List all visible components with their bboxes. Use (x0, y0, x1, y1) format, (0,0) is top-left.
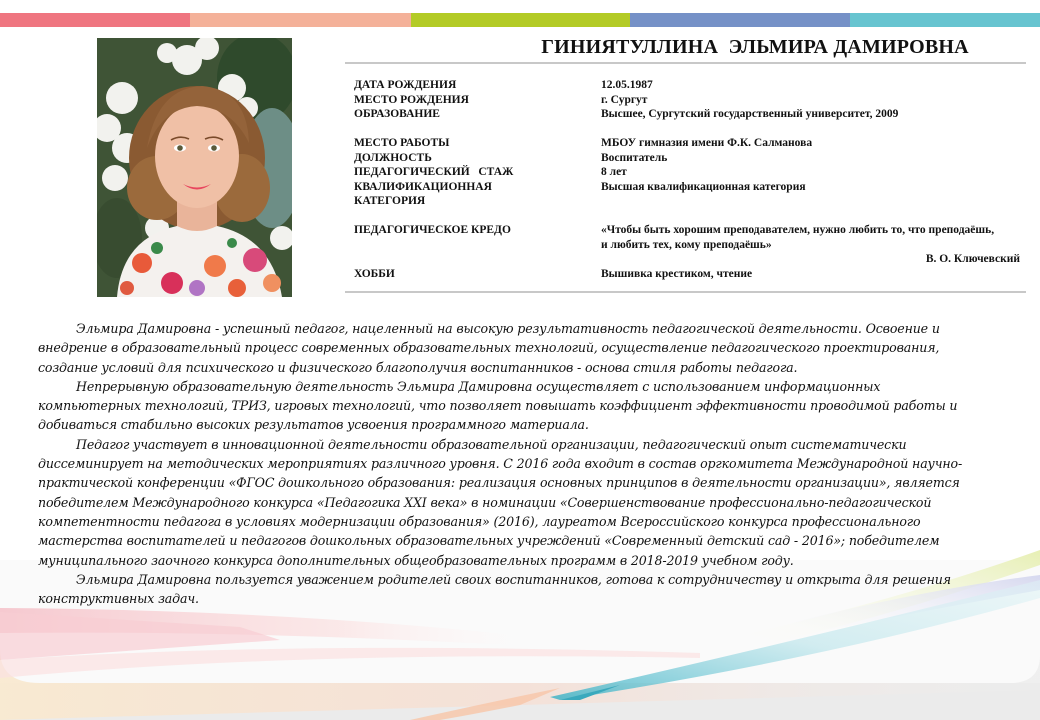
info-label: КВАЛИФИКАЦИОННАЯ (354, 180, 492, 193)
bio-paragraph: Эльмира Дамировна пользуется уважением родителей своих воспитанников, готова к сотрудничеству и открыта для решения конструктивных задач. (38, 571, 951, 607)
info-label: ДОЛЖНОСТЬ (354, 151, 432, 164)
info-label: МЕСТО РАБОТЫ (354, 137, 450, 149)
credo-quote (601, 223, 1024, 267)
info-label: ДАТА РОЖДЕНИЯ (354, 79, 457, 91)
info-row-birth-date (354, 78, 1024, 93)
profile-name-title: ГИНИЯТУЛЛИНА ЭЛЬМИРА ДАМИРОВНА (541, 36, 969, 58)
info-row-education (354, 107, 1024, 122)
info-value: г. Сургут (601, 93, 648, 106)
info-value: Воспитатель (601, 151, 668, 164)
info-row-qualification-cont (354, 194, 1024, 209)
info-value (601, 194, 1024, 209)
info-value: Вышивка крестиком, чтение (601, 267, 753, 280)
credo-quote-line2: и любить тех, кому преподаёшь» (601, 238, 772, 251)
credo-quote-line1: «Чтобы быть хорошим преподавателем, нужно любить то, что преподаёшь, (601, 224, 995, 236)
info-value: 12.05.1987 (601, 79, 653, 91)
info-row-position (354, 151, 1024, 166)
info-label: ПЕДАГОГИЧЕСКОЕ КРЕДО (354, 224, 511, 236)
credo-author: В. О. Ключевский (925, 253, 1020, 265)
info-row-credo (354, 223, 1024, 267)
info-label: ХОББИ (354, 267, 395, 280)
info-label: ПЕДАГОГИЧЕСКИЙ СТАЖ (354, 166, 514, 178)
bio-paragraph: Непрерывную образовательную деятельность Эльмира Дамировна осуществляет с использованием информационных компьютерных технологий, ТРИЗ, игровых технологий, что позволяет повышать коэффициент эффективности проводимой работы и добиваться стабильно высоких результатов усвоения программного материала. (38, 378, 958, 433)
biography-text (38, 319, 983, 608)
info-label: МЕСТО РОЖДЕНИЯ (354, 93, 469, 106)
portrait-photo (97, 38, 292, 297)
bio-paragraph: Эльмира Дамировна - успешный педагог, нацеленный на высокую результативность педагогической деятельности. Освоение и внедрение в образовательный процесс современных образовательных технологий, осуществление педагогического проектирования, создание условий для психического и физического благополучия воспитанников - основа стиля работы педагога. (38, 321, 940, 375)
info-label: КАТЕГОРИЯ (354, 195, 426, 207)
portrait-image (97, 38, 292, 297)
profile-info-table (354, 78, 1024, 281)
info-bottom-divider (345, 291, 1026, 293)
info-value: Высшая квалификационная категория (601, 180, 806, 193)
info-row-hobby (354, 267, 1024, 282)
info-row-qualification (354, 180, 1024, 195)
info-row-birth-place (354, 93, 1024, 108)
bio-paragraph: Педагог участвует в инновационной деятельности образовательной организации, педагогический опыт систематически диссеминирует на методических мероприятиях различного уровня. С 2016 года входит в состав оргкомитета Международной научно-практической конференции «ФГОС дошкольного образования: реализация основных принципов в деятельности организации», является победителем Международного конкурса «Педагогика XXI века» в номинации «Совершенствование профессионально-педагогической компетентности педагога в условиях модернизации образования» (2016), лауреатом Всероссийского конкурса профессионального мастерства воспитателей и педагогов дошкольных образовательных учреждений «Современный детский сад - 2016»; победителем муниципального заочного конкурса дополнительных общеобразовательных программ в 2018-2019 учебном году. (38, 436, 963, 568)
info-value: 8 лет (601, 166, 627, 178)
info-label: ОБРАЗОВАНИЕ (354, 108, 440, 120)
info-row-experience (354, 165, 1024, 180)
info-row-workplace (354, 136, 1024, 151)
info-value: МБОУ гимназия имени Ф.К. Салманова (601, 137, 813, 149)
info-value: Высшее, Сургутский государственный университет, 2009 (601, 108, 899, 120)
title-divider (345, 62, 1026, 64)
